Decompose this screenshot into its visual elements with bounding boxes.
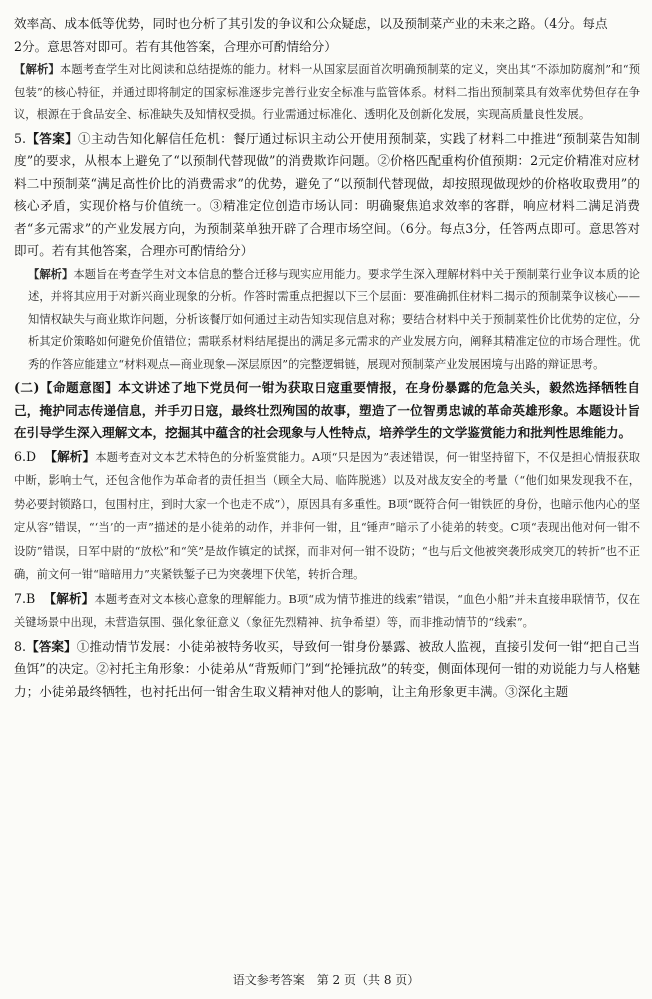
q8-answer bbox=[14, 636, 640, 704]
q5-analysis-tag: 【解析】 bbox=[28, 266, 74, 281]
q4-analysis bbox=[14, 58, 640, 127]
q4-analysis-tag: 【解析】 bbox=[14, 62, 60, 76]
q7-item bbox=[14, 588, 640, 635]
q6-analysis-text: 本题考查对文本艺术特色的分析鉴赏能力。A项“只是因为”表述错误，何一钳坚持留下，不仅是担心情报获取中断，影响士气，还包含他作为革命者的责任担当（顾全大局、临阵脱逃）以及对战友安全的考量（“他们如果发现我不在，势必要封锁路口，包围村庄，到时大家一个也走不成”），原因具有多重性。B项“既符合何一钳铁匠的身份，也暗示他内心的坚定从容”错误，“‘当’的一声”描述的是小徒弟的动作，并非何一钳，且“锤声”暗示了小徒弟的转变。C项“表现出他对何一钳不设防”错误，日军中尉的“放松”和“笑”是故作镇定的试探，而非对何一钳不设防；“也与后文他被突袭形成突兀的转折”也不正确，前文何一钳“暗暗用力”夹紧铁錾子已为突袭埋下伏笔，转折合理。 bbox=[14, 450, 640, 581]
q7-analysis-tag: 【解析】 bbox=[43, 590, 95, 606]
q6-number: 6.D bbox=[14, 448, 37, 464]
q8-answer-text: ①推动情节发展：小徒弟被特务收买，导致何一钳身份暴露、被敌人监视，直接引发何一钳“把自己当鱼饵”的决定。②衬托主角形象：小徒弟从“背叛师门”到“抡锤抗敌”的转变，侧面体现何一钳的劝说能力与人格魅力；小徒弟最终牺牲，也衬托出何一钳舍生取义精神对他人的影响，让主角形象更丰满。③深化主题 bbox=[14, 638, 640, 699]
section2-header: (二)【命题意图】 bbox=[14, 380, 119, 395]
section2-intent bbox=[14, 377, 640, 445]
page-footer: 语文参考答案 第 2 页（共 8 页） bbox=[232, 973, 420, 987]
q4-answer-line2: 2分。意思答对即可。若有其他答案，合理亦可酌情给分） bbox=[14, 38, 337, 54]
q5-analysis bbox=[14, 263, 640, 377]
q5-answer-tag: 【答案】 bbox=[26, 130, 79, 146]
q5-answer bbox=[14, 128, 640, 263]
q6-item bbox=[14, 446, 640, 587]
q6-analysis-tag: 【解析】 bbox=[44, 448, 96, 464]
q5-answer-text: ①主动告知化解信任危机：餐厅通过标识主动公开使用预制菜，实践了材料二中推进“预制菜告知制度”的要求，从根本上避免了“以预制代替现做”的消费欺诈问题。②价格匹配重构价值预期：2元定价精准对应材料二中预制菜“满足高性价比的消费需求”的优势，避免了“以预制代替现做，却按照现做现炒的价格收取费用”的核心矛盾，实现价格与价值统一。③精准定位创造市场认同：明确聚焦追求效率的客群，响应材料二满足消费者“多元需求”的产业发展方向，为预制菜单独开辟了合理市场空间。（6分。每点3分，任答两点即可。意思答对即可。若有其他答案，合理亦可酌情给分） bbox=[14, 130, 640, 258]
q5-number: 5. bbox=[14, 130, 27, 146]
q8-answer-tag: 【答案】 bbox=[26, 638, 77, 654]
q5-analysis-text: 本题旨在考查学生对文本信息的整合迁移与现实应用能力。要求学生深入理解材料中关于预制菜行业争议本质的论述，并将其应用于对新兴商业现象的分析。作答时需重点把握以下三个层面：要准确抓住材料二揭示的预制菜争议核心——知情权缺失与商业欺诈问题，分析该餐厅如何通过主动告知实现信息对称；要结合材料中关于预制菜性价比优势的定位，分析其定价策略如何避免价值错位；需联系材料结尾提出的满足多元需求的产业发展方向，阐释其精准定位的市场合理性。优秀的作答应能建立“材料观点—商业现象—深层原因”的完整逻辑链，展现对预制菜产业发展困境与出路的辩证思考。 bbox=[28, 267, 640, 371]
q4-answer-continuation bbox=[14, 13, 640, 58]
q4-analysis-text: 本题考查学生对比阅读和总结提炼的能力。材料一从国家层面首次明确预制菜的定义，突出其“不添加防腐剂”和“预包装”的核心特征，并通过即将制定的国家标准逐步完善行业安全标准与监管体系。材料二指出预制菜具有效率优势但存在争议，根源在于食品安全、标准缺失及知情权受损。行业需通过标准化、透明化及创新化发展，实现高质量良性发展。 bbox=[14, 63, 640, 121]
section2-text: 本文讲述了地下党员何一钳为获取日寇重要情报，在身份暴露的危急关头，毅然选择牺牲自己，掩护同志传递信息，并手刃日寇，最终壮烈殉国的故事，塑造了一位智勇忠诚的革命英雄形象。本题设计旨在引导学生深入理解文本，挖掘其中蕴含的社会现象与人性特点，培养学生的文学鉴赏能力和批判性思维能力。 bbox=[14, 380, 640, 440]
q8-number: 8. bbox=[14, 638, 27, 654]
q7-analysis-text: 本题考查对文本核心意象的理解能力。B项“成为情节推进的线索”错误，“血色小船”并未直接串联情节，仅在关键场景中出现，未营造氛围、强化象征意义（象征先烈精神、抗争希望）等，而非推动情节的“线索”。 bbox=[14, 592, 640, 629]
q7-number: 7.B bbox=[14, 590, 36, 606]
q4-answer-line1: 效率高、成本低等优势，同时也分析了其引发的争议和公众疑虑，以及预制菜产业的未来之路。（4分。每点 bbox=[14, 16, 608, 31]
